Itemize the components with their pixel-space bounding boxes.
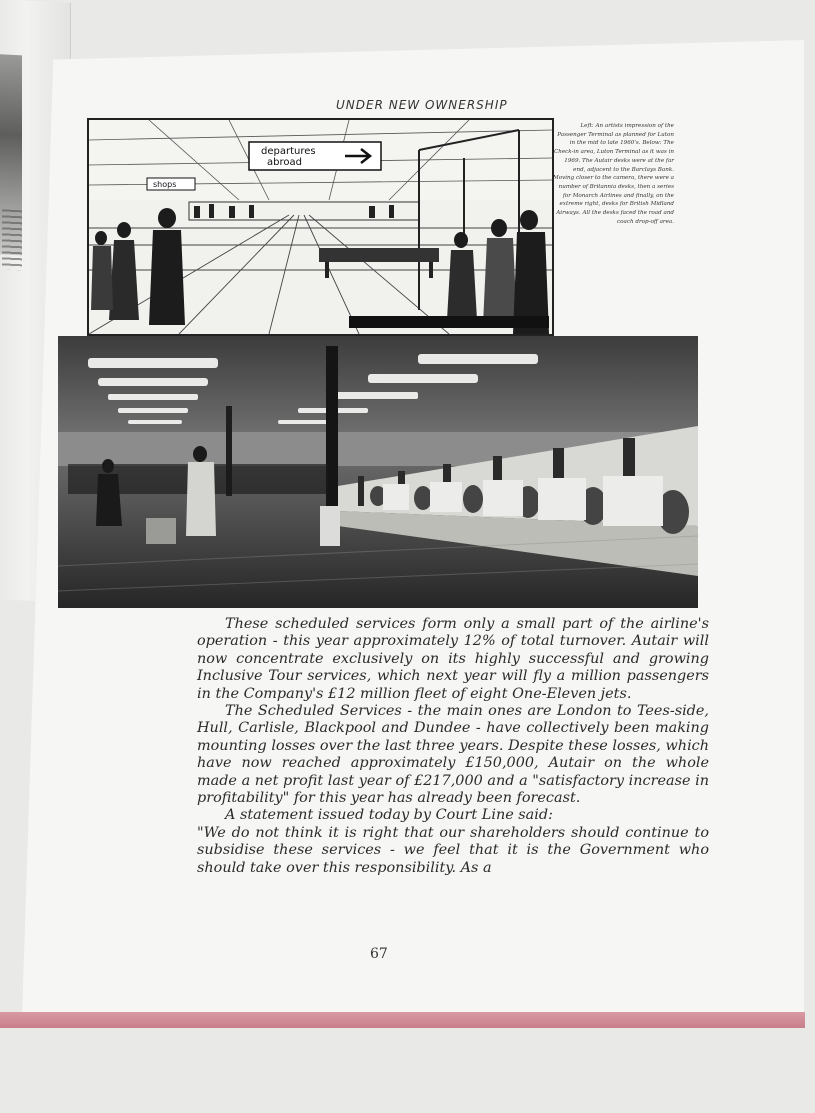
- running-head: UNDER NEW OWNERSHIP: [336, 98, 508, 112]
- sign-abroad-text: abroad: [267, 157, 302, 168]
- body-text: [197, 616, 709, 877]
- sign-shops-text: shops: [153, 180, 177, 189]
- book-cover-edge: [0, 1012, 805, 1028]
- page-number: 67: [370, 946, 388, 962]
- photo-drawing: [58, 336, 698, 608]
- check-in-area-photo: [58, 336, 698, 608]
- paragraph-1: These scheduled services form only a small part of the airline's operation - this year approximately 12% of total turnover. Autair will now concentrate exclusively on its highly successful and growing Inclusive Tour services, which next year will fly a million passengers in the Company's £12 million fleet of eight One-Eleven jets.: [197, 616, 709, 702]
- terminal-sketch-illustration: [87, 118, 554, 336]
- paragraph-4: "We do not think it is right that our shareholders should continue to subsidise these services - we feel that it is the Government who should take over this responsibility. As a: [197, 824, 709, 876]
- figure-caption: Left: An artists impression of the Passenger Terminal as planned for Luton in the mid to late 1960's. Below: The Check-in area, Luton Terminal as it was in 1969. The Autair desks were at the far end, adjacent to the Barclays Bank. Moving closer to the camera, there were a number of Britannia desks, then a series for Monarch Airlines and finally, on the extreme right, desks for British Midland Airways. All the desks faced the road and coach drop-off area.: [552, 123, 674, 225]
- facing-page-caption: [2, 209, 22, 270]
- paragraph-3: A statement issued today by Court Line said:: [225, 807, 553, 824]
- paragraph-2: The Scheduled Services - the main ones are London to Tees-side, Hull, Carlisle, Blackpool and Dundee - have collectively been making mounting losses over the last three years. Despite these losses, which have now reached approximately £150,000, Autair on the whole made a net profit last year of £217,000 and a "satisfactory increase in profitability" for this year has already been forecast.: [197, 703, 709, 807]
- sign-departures-text: departures: [261, 146, 316, 157]
- sketch-drawing: [89, 120, 552, 334]
